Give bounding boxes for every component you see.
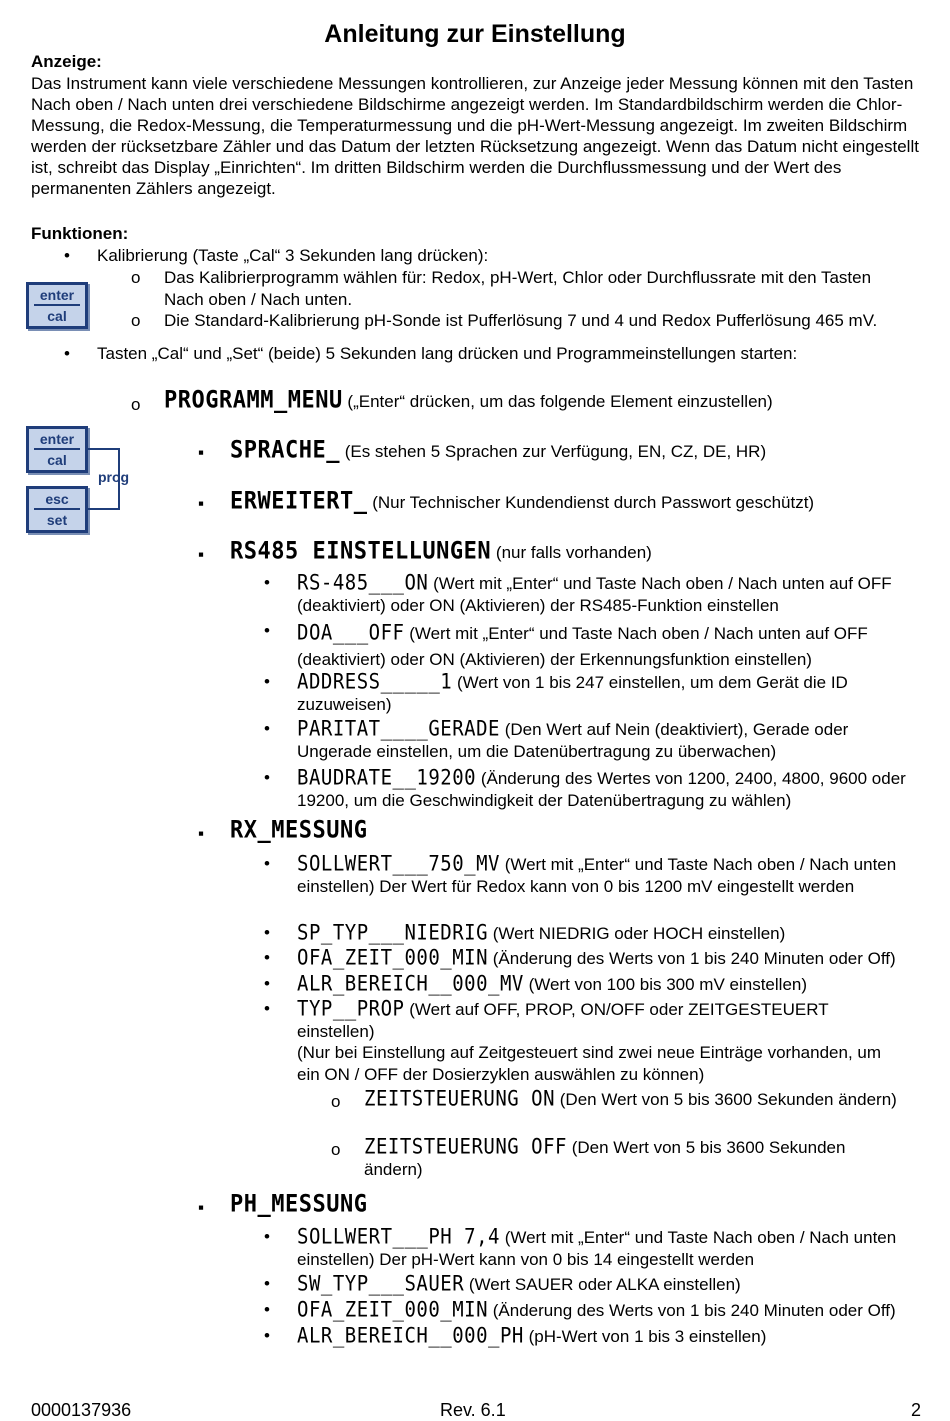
rx-item (297, 973, 807, 996)
lcd-baudrate: BAUDRATE__19200 (297, 765, 477, 791)
lcd-typ-prop: TYP__PROP (297, 996, 405, 1022)
lcd-ph-messung: PH_MESSUNG (230, 1190, 368, 1219)
anzeige-paragraph: Das Instrument kann viele verschiedene Messungen kontrollieren, zur Anzeige jeder Messung können mit den Tasten Nach oben / Nach unten drei verschiedene Bildschirme angezeigt werden. Im Standardbildschirm werden die Chlor-Messung, die Redox-Messung, die Temperaturmessung und die pH-Wert-Messung angezeigt. Im zweiten Bildschirm werden der rücksetzbare Zähler und das Datum der letzten Rücksetzung angezeigt. Wenn das Datum nicht eingestellt ist, schreibt das Display „Einrichten“. Im dritten Bildschirm werden die Durchflussmessung und der Wert des permanenten Zählers angezeigt. (31, 74, 919, 198)
lcd-zeitsteuerung-off: ZEITSTEUERUNG OFF (364, 1134, 567, 1160)
kal-sub2-text: Die Standard-Kalibrierung pH-Sonde ist Pufferlösung 7 und 4 und Redox Pufferlösung 465 mV. (164, 311, 878, 330)
ph-item (297, 1299, 896, 1322)
lcd-rx-alr-bereich: ALR_BEREICH__000_MV (297, 971, 524, 997)
bullet: • (264, 621, 270, 640)
esc-set-key (26, 486, 88, 533)
ph-ofa-zeit-desc: (Änderung des Werts von 1 bis 240 Minuten oder Off) (492, 1301, 896, 1320)
lcd-address: ADDRESS_____1 (297, 669, 453, 695)
bullet: • (264, 974, 270, 993)
address-desc: (Wert von 1 bis 247 einstellen, um dem Gerät die ID zuzuweisen) (297, 673, 848, 714)
zeitsteuerung-off-desc: (Den Wert von 5 bis 3600 Sekunden ändern) (364, 1138, 846, 1179)
tasten-text: Tasten „Cal“ und „Set“ (beide) 5 Sekunden lang drücken und Programmeinstellungen starten: (97, 344, 798, 363)
sub-bullet: o (131, 311, 141, 330)
sw-typ-desc: (Wert SAUER oder ALKA einstellen) (468, 1275, 741, 1294)
bullet: • (264, 1274, 270, 1293)
lcd-rx-messung: RX_MESSUNG (230, 816, 368, 845)
lcd-paritat: PARITAT____GERADE (297, 716, 500, 742)
doa-off-desc: (Wert mit „Enter“ und Taste Nach oben / Nach unten auf OFF (deaktiviert) oder ON (Aktivieren) der Erkennungsfunktion einstellen) (297, 624, 868, 669)
rs485-entry (230, 537, 652, 566)
ph-sollwert-desc: (Wert mit „Enter“ und Taste Nach oben / Nach unten einstellen) Der pH-Wert kann von 0 bis 14 eingestellt werden (297, 1228, 897, 1269)
rx-item (297, 998, 907, 1043)
rx-item (297, 947, 896, 970)
rs485-item (297, 620, 922, 673)
rs485-desc: (nur falls vorhanden) (495, 543, 652, 562)
lcd-erweitert: ERWEITERT_ (230, 487, 368, 516)
kal-sub1-text: Das Kalibrierprogramm wählen für: Redox, pH-Wert, Chlor oder Durchflussrate mit den Tasten Nach oben / Nach unten. (164, 268, 872, 309)
rx-item (297, 922, 785, 945)
footer-page-number: 2 (911, 1400, 922, 1420)
lcd-sprache: SPRACHE_ (230, 436, 340, 465)
typ-prop-note: (Nur bei Einstellung auf Zeitgesteuert sind zwei neue Einträge vorhanden, um ein ON / OFF der Dosierzyklen auswählen zu können) (297, 1043, 882, 1084)
lcd-ph-alr-bereich: ALR_BEREICH__000_PH (297, 1323, 524, 1349)
rs485-item (297, 718, 922, 763)
bullet: • (264, 573, 270, 592)
rx-item (297, 853, 922, 898)
lcd-ph-ofa-zeit: OFA_ZEIT_000_MIN (297, 1297, 489, 1323)
rs485-on-desc: (Wert mit „Enter“ und Taste Nach oben / Nach unten auf OFF (deaktiviert) oder ON (Aktivieren) der RS485-Funktion einstellen (297, 574, 892, 615)
footer-doc-number: 0000137936 (31, 1400, 132, 1420)
kalibrierung-text: Kalibrierung (Taste „Cal“ 3 Sekunden lang drücken): (97, 246, 489, 265)
paritat-desc: (Den Wert auf Nein (deaktiviert), Gerade oder Ungerade einstellen, um die Datenübertragung zu überwachen) (297, 720, 849, 761)
set-key-label: set (46, 512, 68, 528)
square-bullet: ▪ (198, 443, 205, 462)
lcd-ph-sollwert: SOLLWERT___PH 7,4 (297, 1224, 500, 1250)
zeit-item (364, 1088, 904, 1111)
rs485-item (297, 572, 922, 617)
bullet: • (264, 1326, 270, 1345)
lcd-rs485-on: RS-485___ON (297, 570, 429, 596)
sub-bullet: o (131, 395, 141, 414)
square-bullet: ▪ (198, 1198, 205, 1217)
footer-revision: Rev. 6.1 (440, 1400, 506, 1420)
bullet: • (264, 672, 270, 691)
rs485-item (297, 671, 922, 716)
square-bullet: ▪ (198, 494, 205, 513)
ph-item (297, 1273, 741, 1296)
erweitert-entry (230, 487, 815, 516)
typ-prop-desc: (Wert auf OFF, PROP, ON/OFF oder ZEITGESTEUERT einstellen) (297, 1000, 829, 1041)
page-title: Anleitung zur Einstellung (324, 20, 626, 48)
bullet: • (64, 344, 70, 363)
funktionen-heading: Funktionen: (31, 224, 129, 243)
bullet: • (264, 923, 270, 942)
bullet: • (64, 246, 70, 265)
sub-bullet: o (131, 268, 141, 287)
bullet: • (264, 1227, 270, 1246)
square-bullet: ▪ (198, 545, 205, 564)
baudrate-desc: (Änderung des Wertes von 1200, 2400, 4800, 9600 oder 19200, um die Geschwindigkeit der Datenübertragung zu wählen) (297, 769, 906, 810)
bullet: • (264, 719, 270, 738)
bullet: • (264, 999, 270, 1018)
lcd-rx-sollwert: SOLLWERT___750_MV (297, 851, 500, 877)
lcd-rs485: RS485 EINSTELLUNGEN (230, 537, 492, 566)
programm-menu-desc: („Enter“ drücken, um das folgende Element einzustellen) (347, 392, 773, 411)
anzeige-heading: Anzeige: (31, 52, 102, 71)
bullet: • (264, 768, 270, 787)
lcd-programm-menu: PROGRAMM_MENU (164, 386, 343, 415)
lcd-zeitsteuerung-on: ZEITSTEUERUNG ON (364, 1086, 556, 1112)
rx-sollwert-desc: (Wert mit „Enter“ und Taste Nach oben / Nach unten einstellen) Der Wert für Redox kann von 0 bis 1200 mV eingestellt werden (297, 855, 897, 896)
ph-messung-entry (230, 1190, 368, 1219)
rx-messung-entry (230, 816, 368, 845)
ph-item (297, 1226, 922, 1271)
lcd-rx-ofa-zeit: OFA_ZEIT_000_MIN (297, 945, 489, 971)
esc-key-label: esc (34, 489, 80, 510)
rx-ofa-zeit-desc: (Änderung des Werts von 1 bis 240 Minuten oder Off) (492, 949, 896, 968)
bullet: • (264, 948, 270, 967)
zeit-item (364, 1136, 904, 1181)
sub-bullet: o (331, 1092, 341, 1111)
rx-alr-bereich-desc: (Wert von 100 bis 300 mV einstellen) (528, 975, 808, 994)
sp-typ-desc: (Wert NIEDRIG oder HOCH einstellen) (492, 924, 786, 943)
sprache-entry (230, 436, 767, 465)
rs485-item (297, 767, 922, 812)
erweitert-desc: (Nur Technischer Kundendienst durch Passwort geschützt) (372, 493, 815, 512)
bullet: • (264, 1300, 270, 1319)
bullet: • (264, 854, 270, 873)
enter-cal-key-prog (26, 426, 88, 473)
lcd-sp-typ: SP_TYP___NIEDRIG (297, 920, 489, 946)
lcd-doa-off: DOA___OFF (297, 620, 405, 646)
sprache-desc: (Es stehen 5 Sprachen zur Verfügung, EN, CZ, DE, HR) (344, 442, 767, 461)
cal-key-label: cal (47, 452, 67, 468)
lcd-sw-typ: SW_TYP___SAUER (297, 1271, 465, 1297)
programm-menu-entry (164, 386, 773, 415)
cal-key-label: cal (47, 308, 67, 324)
ph-item (297, 1325, 766, 1348)
square-bullet: ▪ (198, 824, 205, 843)
zeitsteuerung-on-desc: (Den Wert von 5 bis 3600 Sekunden ändern) (559, 1090, 897, 1109)
enter-key-label: enter (34, 285, 80, 306)
ph-alr-bereich-desc: (pH-Wert von 1 bis 3 einstellen) (528, 1327, 767, 1346)
prog-label: prog (98, 469, 130, 485)
sub-bullet: o (331, 1140, 341, 1159)
enter-cal-key (26, 282, 88, 329)
enter-key-label: enter (34, 429, 80, 450)
